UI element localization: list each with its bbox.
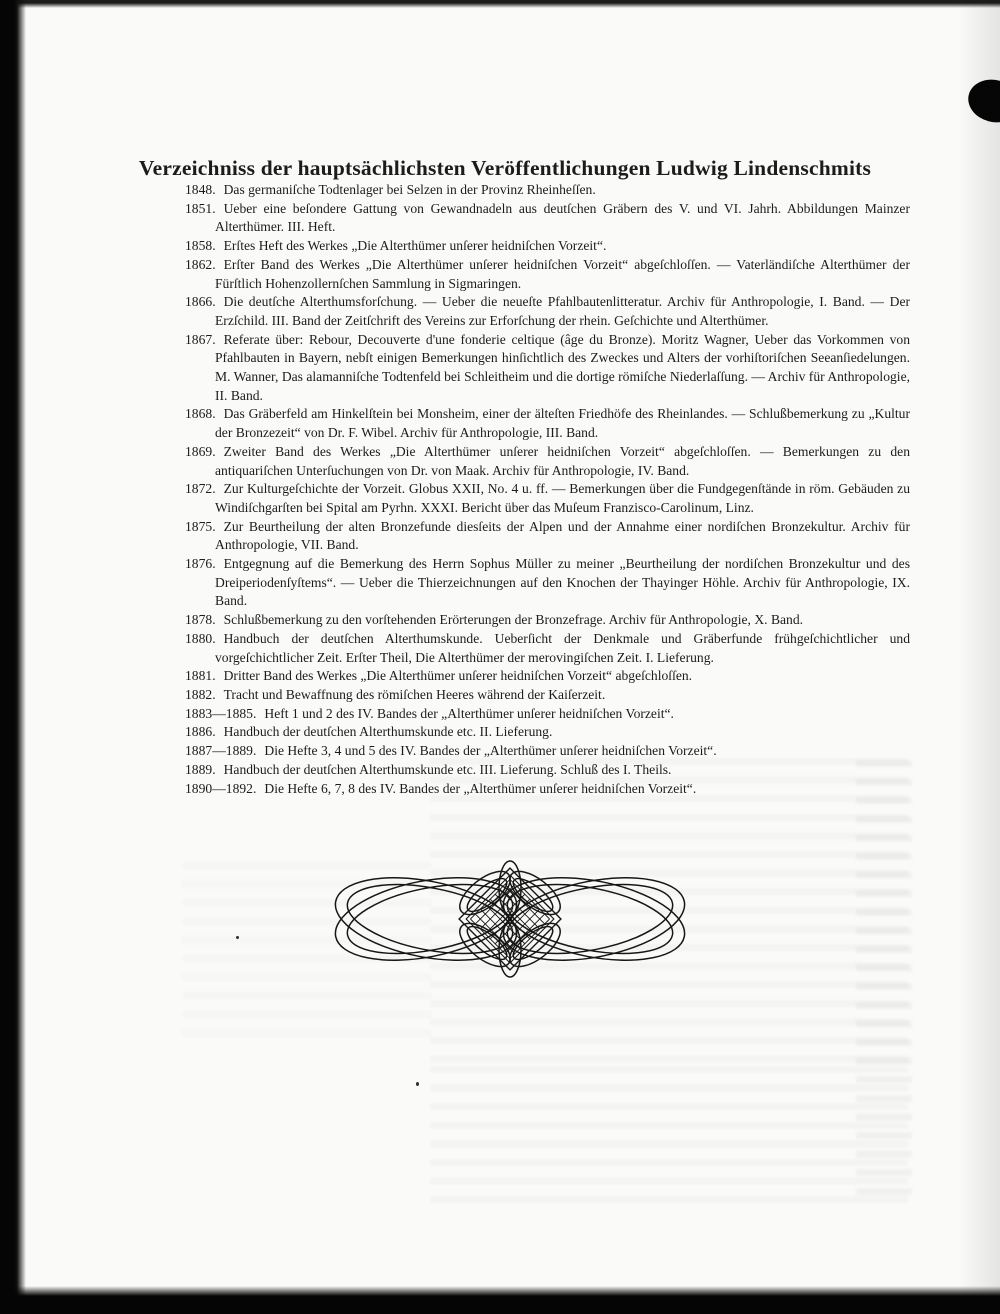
entry-year: 1872. bbox=[185, 481, 216, 497]
entry-text: Das Gräberfeld am Hinkelſtein bei Monsheim, einer der älteſten Friedhöfe des Rheinlandes. — Schlußbemerkung zu „Kultur der Bronzezeit“ von Dr. F. Wibel. Archiv für Anthropologie, III. Band. bbox=[215, 406, 910, 441]
entry-text: Die deutſche Alterthumsforſchung. — Ueber die neueſte Pfahlbautenlitteratur. Archiv für Anthropologie, I. Band. — Der Erzſchild. III. Band der Zeitſchrift des Vereins zur Erforſchung der rhein. Geſchichte und Alterthümer. bbox=[215, 294, 910, 328]
entry-year: 1876. bbox=[185, 556, 216, 572]
entry-year: 1886. bbox=[185, 724, 216, 740]
publication-entry bbox=[185, 237, 910, 256]
scan-edge-bottom bbox=[0, 1286, 1000, 1314]
entry-text: Zweiter Band des Werkes „Die Alterthümer unſerer heidniſchen Vorzeit“ abgeſchloſſen. — Bemerkungen zu den antiquariſchen Unterſuchungen von Dr. von Maak. Archiv für Anthropologie, IV. Band. bbox=[215, 443, 910, 478]
entry-year: 1878. bbox=[185, 612, 216, 628]
entry-text: Dritter Band des Werkes „Die Alterthümer unſerer heidniſchen Vorzeit“ abgeſchloſſen. bbox=[223, 668, 693, 684]
entry-text: Handbuch der deutſchen Alterthumskunde. Ueberſicht der Denkmale und Gräberfunde frühgeſchichtlicher und vorgeſchichtlicher Zeit. Erſter Theil, Die Alterthümer der merovingiſchen Zeit. I. Lieferung. bbox=[215, 630, 910, 665]
entry-text: Erſter Band des Werkes „Die Alterthümer unſerer heidniſchen Vorzeit“ abgeſchloſſen. — Vaterländiſche Alterthümer der Fürſtlich Hohenzollernſchen Sammlung in Sigmaringen. bbox=[215, 256, 910, 291]
publication-entry bbox=[185, 405, 910, 442]
bleedthrough-texture bbox=[430, 1066, 908, 1208]
entry-year: 1889. bbox=[185, 761, 216, 777]
entry-year: 1875. bbox=[185, 518, 216, 534]
publication-entry bbox=[185, 686, 910, 705]
publication-entry bbox=[185, 331, 910, 406]
entry-text: Referate über: Rebour, Decouverte d'une fonderie celtique (âge du Bronze). Moritz Wagner, Ueber das Vorkommen von Pfahlbauten in Bayern, nebſt einigen Bemerkungen hinſichtlich des Zweckes und Alters der vorhiſtoriſchen Seeanſiedelungen. M. Wanner, Das alamanniſche Todtenfeld bei Schleitheim und die dortige römiſche Niederlaſſung. — Archiv für Anthropologie, II. Band. bbox=[215, 331, 910, 403]
entry-year: 1883—1885. bbox=[185, 705, 257, 721]
entry-year: 1862. bbox=[185, 256, 216, 272]
entry-text: Handbuch der deutſchen Alterthumskunde etc. II. Lieferung. bbox=[223, 724, 553, 740]
entry-text: Das germaniſche Todtenlager bei Selzen in der Provinz Rheinheſſen. bbox=[223, 182, 596, 197]
entry-year: 1858. bbox=[185, 238, 216, 254]
scan-edge-left bbox=[0, 0, 26, 1314]
entry-text: Handbuch der deutſchen Alterthumskunde etc. III. Lieferung. Schluß des I. Theils. bbox=[223, 761, 672, 777]
publication-list bbox=[185, 181, 910, 798]
page-title: Verzeichniss der hauptsächlichsten Veröffentlichungen Ludwig Lindenschmits bbox=[138, 156, 872, 181]
entry-text: Zur Beurtheilung der alten Bronzefunde diesſeits der Alpen und der Annahme einer nordiſchen Bronzekultur. Archiv für Anthropologie, VII. Band. bbox=[215, 518, 910, 553]
scan-right-shade bbox=[958, 0, 1000, 1314]
entry-year: 1868. bbox=[185, 406, 216, 422]
bleedthrough-texture bbox=[430, 758, 908, 1064]
publication-entry bbox=[185, 480, 910, 517]
entry-year: 1866. bbox=[185, 294, 216, 310]
entry-year: 1851. bbox=[185, 200, 216, 216]
scan-speck bbox=[416, 1082, 419, 1086]
entry-text: Zur Kulturgeſchichte der Vorzeit. Globus XXII, No. 4 u. ff. — Bemerkungen über die Fundgegenſtände in röm. Gebäuden zu Windiſchgarſten bei Spital am Pyrhn. XXXI. Bericht über das Muſeum Franzisco-Carolinum, Linz. bbox=[215, 481, 910, 515]
publication-entry bbox=[185, 256, 910, 293]
publication-entry bbox=[185, 443, 910, 480]
publication-entry bbox=[185, 181, 910, 200]
publication-entry bbox=[185, 555, 910, 611]
entry-text: Ueber eine beſondere Gattung von Gewandnadeln aus deutſchen Gräbern des V. und VI. Jahrh. Abbildungen Mainzer Alterthümer. III. Heft. bbox=[215, 200, 910, 235]
scan-speck bbox=[236, 936, 239, 939]
entry-text: Erſtes Heft des Werkes „Die Alterthümer unſerer heidniſchen Vorzeit“. bbox=[223, 238, 607, 254]
entry-text: Heft 1 und 2 des IV. Bandes der „Alterthümer unſerer heidniſchen Vorzeit“. bbox=[264, 705, 674, 721]
entry-year: 1869. bbox=[185, 443, 216, 459]
entry-text: Tracht und Bewaffnung des römiſchen Heeres während der Kaiſerzeit. bbox=[223, 686, 606, 702]
entry-year: 1881. bbox=[185, 668, 216, 684]
publication-entry bbox=[185, 611, 910, 630]
bleedthrough-texture bbox=[856, 760, 912, 1206]
entry-year: 1880. bbox=[185, 630, 216, 646]
publication-entry bbox=[185, 200, 910, 237]
publication-entry bbox=[185, 723, 910, 742]
entry-year: 1848. bbox=[185, 182, 216, 197]
publication-entry bbox=[185, 705, 910, 724]
publication-entry bbox=[185, 293, 910, 330]
entry-text: Die Hefte 6, 7, 8 des IV. Bandes der „Alterthümer unſerer heidniſchen Vorzeit“. bbox=[264, 780, 697, 796]
scan-edge-top bbox=[0, 0, 1000, 8]
entry-text: Schlußbemerkung zu den vorſtehenden Erörterungen der Bronzefrage. Archiv für Anthropologie, X. Band. bbox=[223, 612, 804, 628]
entry-year: 1887—1889. bbox=[185, 743, 257, 759]
entry-text: Entgegnung auf die Bemerkung des Herrn Sophus Müller zu meiner „Beurtheilung der nordiſchen Bronzekultur und des Dreiperiodenſyſtems“. — Ueber die Thierzeichnungen auf den Knochen der Thayinger Höhle. Archiv für Anthropologie, IX. Band. bbox=[215, 556, 910, 609]
entry-year: 1882. bbox=[185, 686, 216, 702]
bleedthrough-texture bbox=[182, 862, 432, 1040]
entry-text: Die Hefte 3, 4 und 5 des IV. Bandes der „Alterthümer unſerer heidniſchen Vorzeit“. bbox=[264, 743, 717, 759]
publication-entry bbox=[185, 667, 910, 686]
entry-year: 1890—1892. bbox=[185, 780, 257, 796]
entry-year: 1867. bbox=[185, 331, 216, 347]
publication-entry bbox=[185, 518, 910, 555]
publication-entry bbox=[185, 630, 910, 667]
